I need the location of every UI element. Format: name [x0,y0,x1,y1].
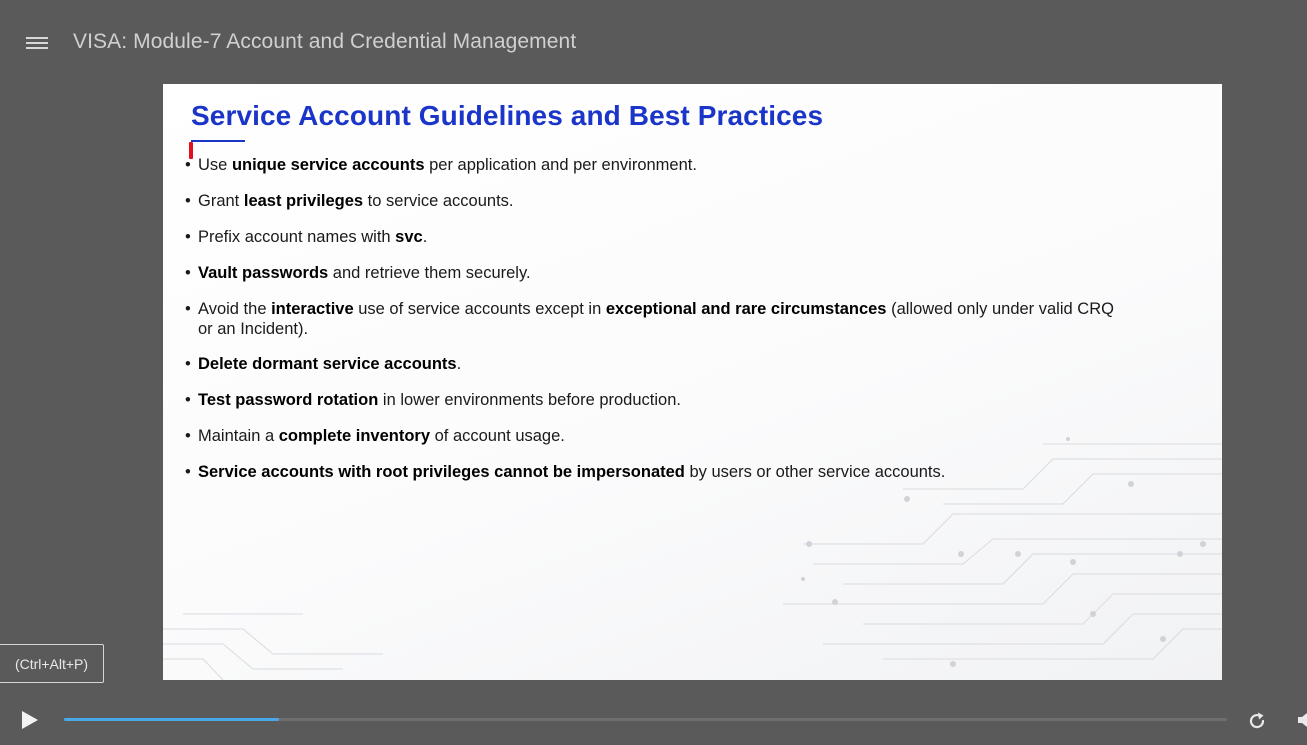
slide-title: Service Account Guidelines and Best Practices [191,100,824,131]
text: in lower environments before production. [378,391,681,409]
guideline-item [183,191,1123,211]
bullet-dot: • [185,427,191,445]
bold-text: Vault passwords [198,264,329,282]
bold-text: Service accounts with root privileges cannot be impersonated [198,463,685,481]
replay-icon[interactable] [1246,710,1268,732]
guideline-item [183,263,1123,283]
text: use of service accounts except in [353,300,606,318]
bold-text: interactive [271,300,354,318]
text: Use [198,156,232,174]
bold-text: svc [395,228,423,246]
text: per application and per environment. [424,156,697,174]
bullet-dot: • [185,228,191,246]
guideline-item [183,354,1123,374]
guideline-item [183,227,1123,247]
guideline-item [183,155,1123,175]
guidelines-list [183,155,1123,498]
progress-fill [64,718,279,721]
bold-text: Delete dormant service accounts [198,355,457,373]
bullet-dot: • [185,391,191,409]
bold-text: least privileges [243,192,364,210]
text: of account usage. [430,427,565,445]
text: . [456,355,462,373]
text: Grant [198,192,244,210]
bold-text: complete inventory [278,427,431,445]
bullet-dot: • [185,463,191,481]
text: and retrieve them securely. [328,264,531,282]
bullet-dot: • [185,192,191,210]
text: . [422,228,428,246]
volume-icon[interactable] [1296,710,1307,730]
play-icon[interactable] [20,710,40,730]
hamburger-menu-icon[interactable] [26,36,48,52]
bullet-dot: • [185,355,191,373]
text: to service accounts. [363,192,514,210]
guideline-item [183,390,1123,410]
bullet-dot: • [185,156,191,174]
bullet-dot: • [185,264,191,282]
text: Avoid the [198,300,272,318]
guideline-item [183,426,1123,446]
progress-bar[interactable] [64,718,1227,721]
text: Maintain a [198,427,279,445]
course-title: VISA: Module-7 Account and Credential Management [73,30,577,53]
bold-text: Test password rotation [198,391,379,409]
text: by users or other service accounts. [684,463,946,481]
text: (allowed only under valid CRQ or an Incident). [198,300,1114,338]
bold-text: exceptional and rare circumstances [605,300,887,318]
bold-text: unique service accounts [231,156,425,174]
guideline-item [183,299,1123,339]
shortcut-hint: (Ctrl+Alt+P) [0,644,104,683]
slide-canvas [163,84,1222,680]
bullet-dot: • [185,300,191,318]
text: Prefix account names with [198,228,396,246]
title-underline [191,140,245,142]
guideline-item [183,462,1123,482]
